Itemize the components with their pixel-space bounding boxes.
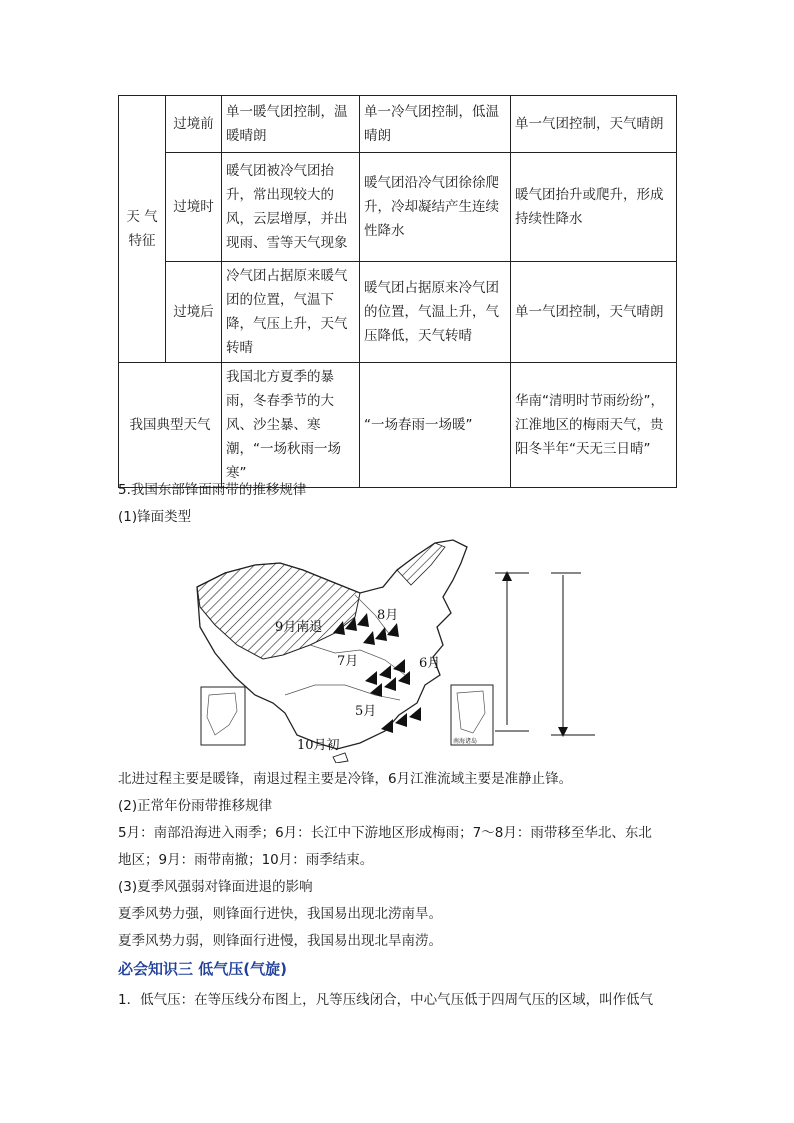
inset-map-left — [201, 687, 245, 745]
typical-weather-label: 我国典型天气 — [119, 363, 222, 488]
subsection-title: (2)正常年份雨带推移规律 — [118, 798, 273, 814]
cold-front-cell: 暖气团沿冷气团徐徐爬升，冷却凝结产生连续性降水 — [360, 153, 511, 262]
section-title: 5.我国东部锋面雨带的推移规律 — [118, 482, 307, 498]
warm-front-cell: 单一暖气团控制，温暖晴朗 — [222, 96, 360, 153]
warm-front-cell: 我国北方夏季的暴雨，冬春季节的大风、沙尘暴、寒潮，“一场秋雨一场寒” — [222, 363, 360, 488]
label-jun: 6月 — [419, 656, 441, 671]
quasi-stationary-cell: 华南“清明时节雨纷纷”，江淮地区的梅雨天气，贵阳冬半年“天无三日晴” — [511, 363, 677, 488]
slow-advance-axis — [495, 571, 529, 731]
paragraph: 北进过程主要是暖锋，南退过程主要是冷锋，6月江淮流域主要是准静止锋。 — [118, 771, 573, 787]
paragraph: 夏季风势力弱，则锋面行进慢，我国易出现北旱南涝。 — [118, 933, 442, 949]
knowledge-heading: 必会知识三 低气压(气旋) — [118, 960, 287, 978]
quasi-stationary-cell: 单一气团控制，天气晴朗 — [511, 96, 677, 153]
label-may: 5月 — [355, 704, 377, 719]
table-row — [119, 262, 677, 363]
rain-belt-map — [185, 535, 625, 763]
fast-retreat-axis — [551, 573, 595, 737]
subsection-title: (1)锋面类型 — [118, 509, 192, 525]
label-south-china-sea-islands: 南海诸岛 — [453, 738, 478, 745]
cold-front-cell: 单一冷气团控制，低温晴朗 — [360, 96, 511, 153]
quasi-stationary-cell: 单一气团控制，天气晴朗 — [511, 262, 677, 363]
quasi-stationary-cell: 暖气团抬升或爬升，形成持续性降水 — [511, 153, 677, 262]
stage-label: 过境后 — [166, 262, 222, 363]
front-weather-table — [118, 95, 677, 488]
stage-label: 过境前 — [166, 96, 222, 153]
paragraph: 夏季风势力强，则锋面行进快，我国易出现北涝南旱。 — [118, 906, 442, 922]
warm-front-cell: 暖气团被冷气团抬升，常出现较大的风，云层增厚，并出现雨、雪等天气现象 — [222, 153, 360, 262]
paragraph: 1．低气压：在等压线分布图上，凡等压线闭合，中心气压低于四周气压的区域，叫作低气 — [118, 992, 654, 1008]
table-row — [119, 96, 677, 153]
label-oct-early: 10月初 — [297, 738, 340, 753]
subsection-title: (3)夏季风强弱对锋面进退的影响 — [118, 879, 313, 895]
label-sep-retreat: 9月南退 — [275, 620, 323, 635]
weather-feature-label: 天 气 特征 — [119, 96, 166, 363]
label-aug: 8月 — [377, 608, 399, 623]
table-row — [119, 363, 677, 488]
paragraph: 5月：南部沿海进入雨季；6月：长江中下游地区形成梅雨；7～8月：雨带移至华北、东北 — [118, 825, 652, 841]
label-jul: 7月 — [337, 654, 359, 669]
cold-front-cell: 暖气团占据原来冷气团的位置，气温上升，气压降低，天气转晴 — [360, 262, 511, 363]
warm-front-cell: 冷气团占据原来暖气团的位置，气温下降，气压上升，天气转晴 — [222, 262, 360, 363]
paragraph: 地区；9月：雨带南撤；10月：雨季结束。 — [118, 852, 374, 868]
table-row — [119, 153, 677, 262]
cold-front-cell: “一场春雨一场暖” — [360, 363, 511, 488]
stage-label: 过境时 — [166, 153, 222, 262]
hainan-island — [333, 753, 348, 763]
